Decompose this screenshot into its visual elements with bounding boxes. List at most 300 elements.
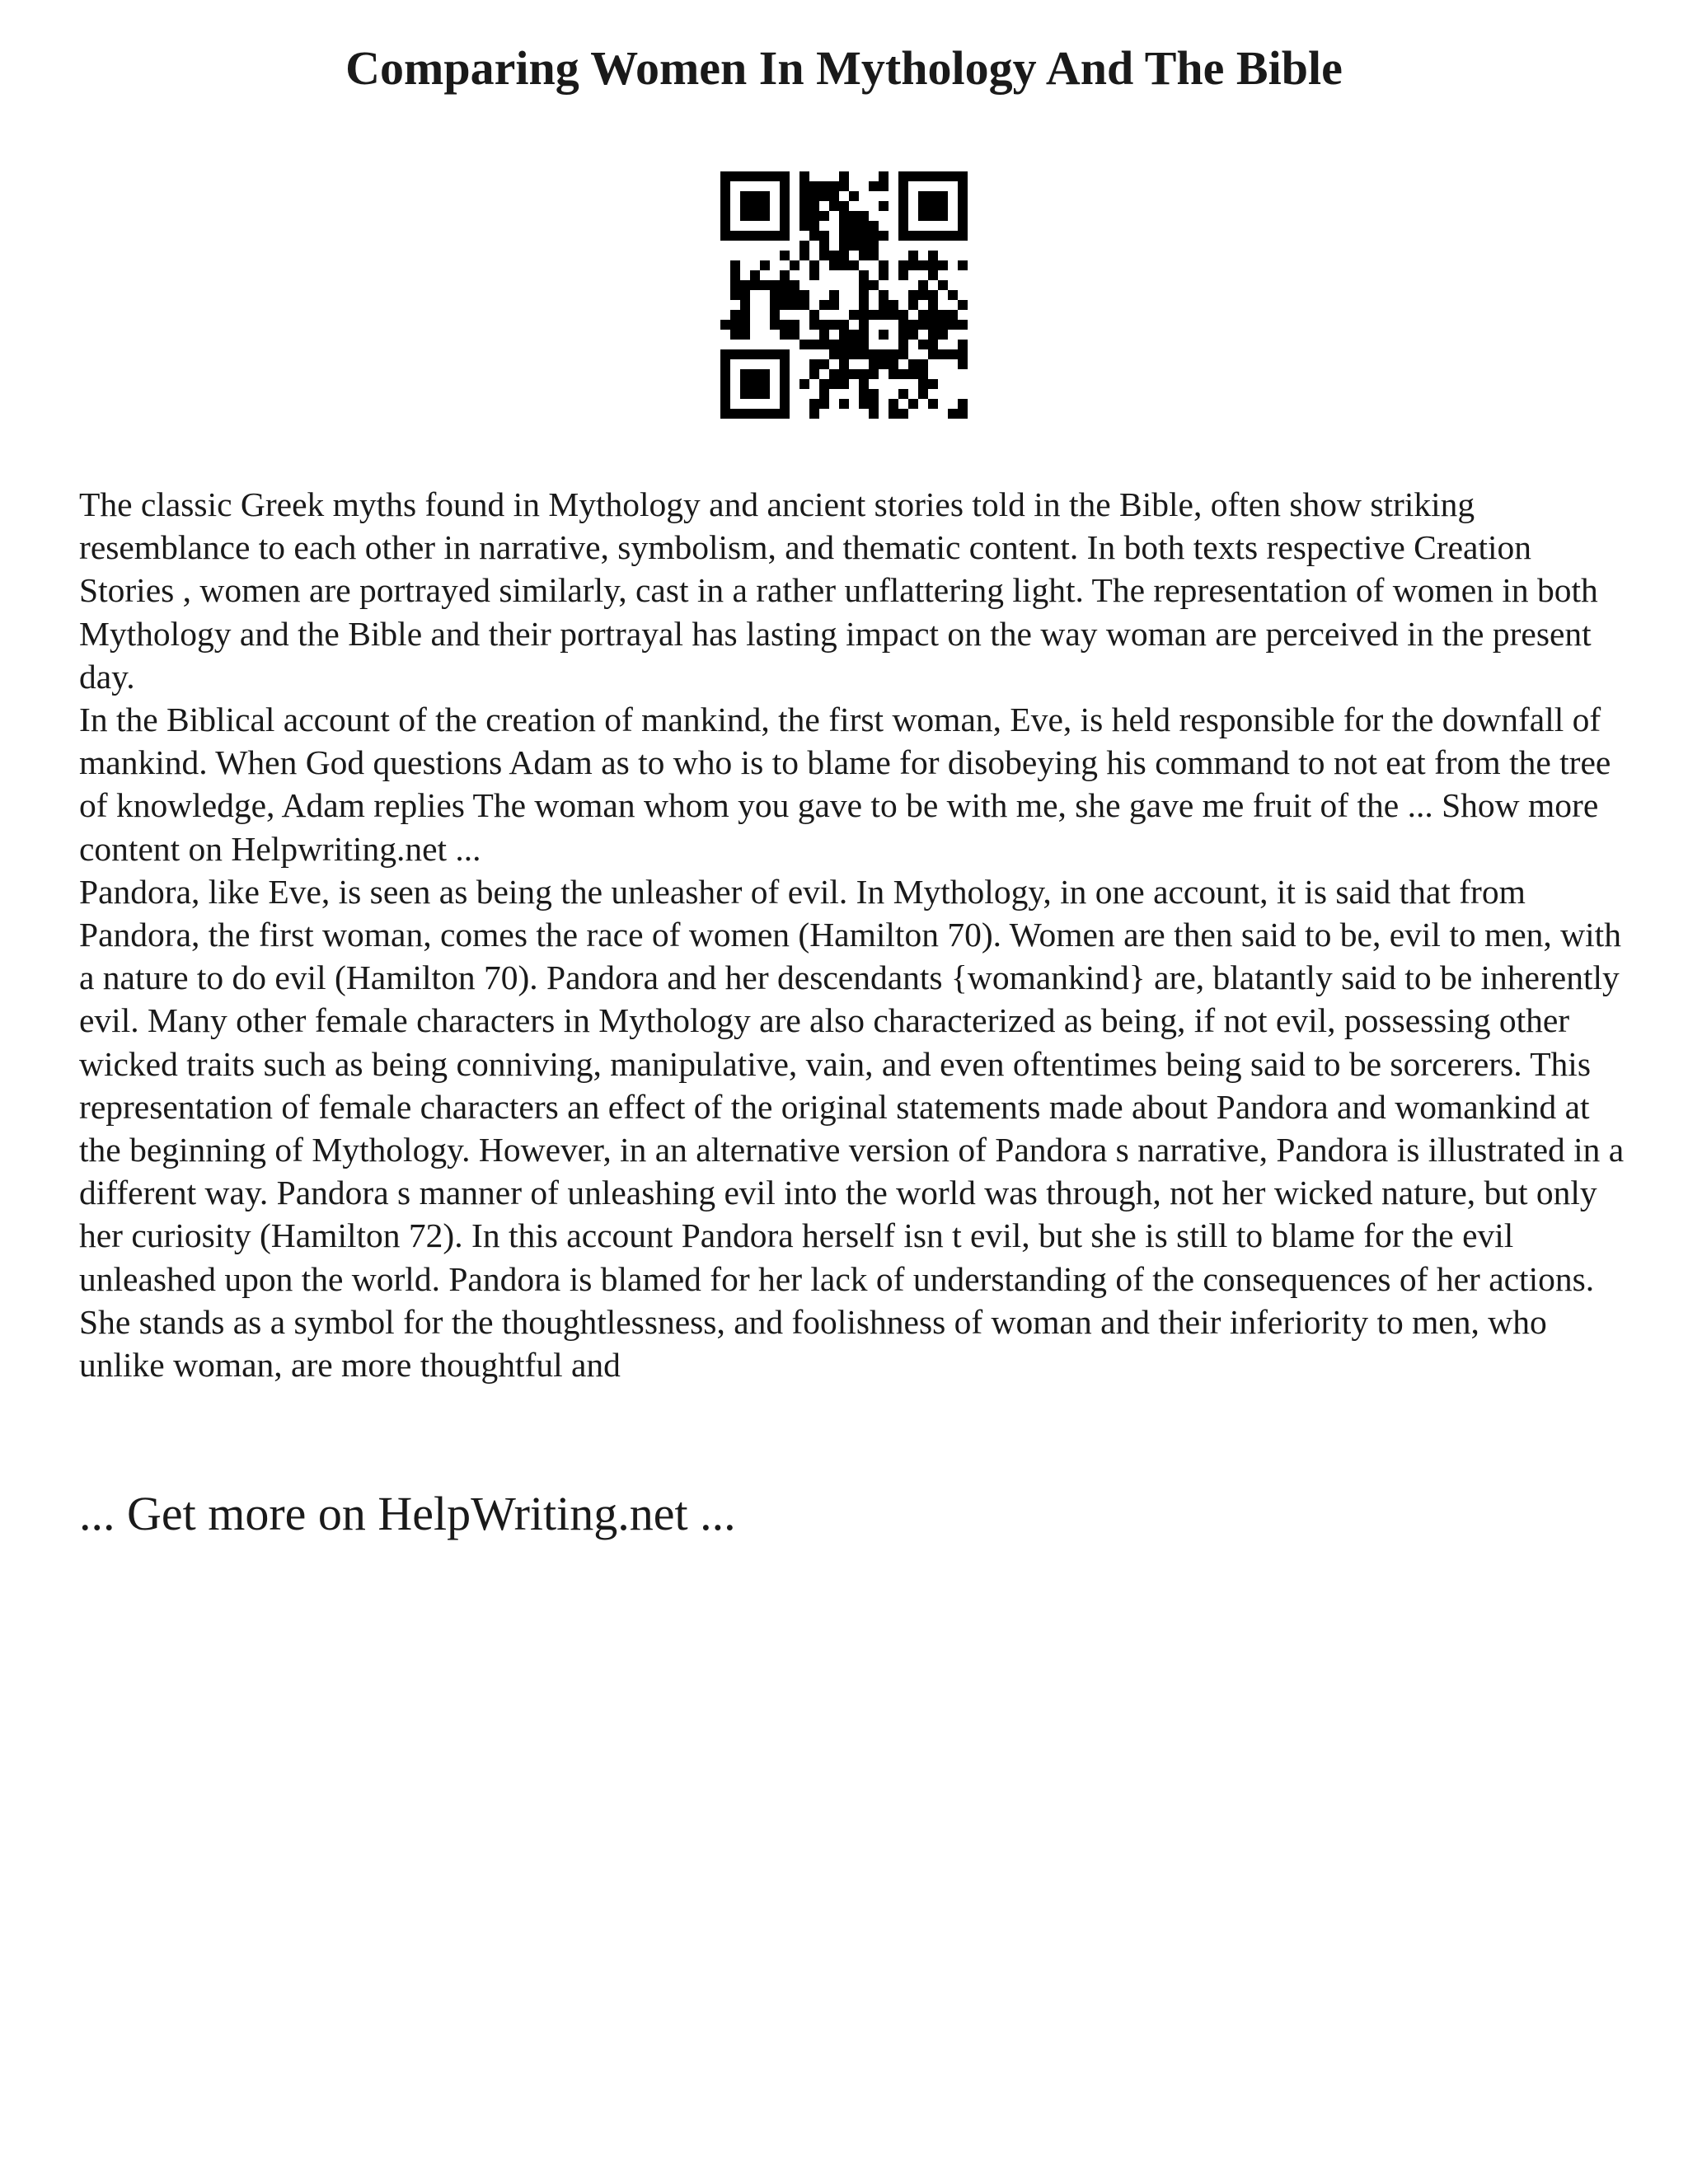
qr-module — [908, 171, 918, 181]
qr-module — [770, 409, 780, 419]
qr-module — [928, 290, 938, 300]
qr-module — [780, 290, 790, 300]
qr-module — [790, 290, 799, 300]
qr-module — [799, 181, 809, 191]
qr-module — [780, 349, 790, 359]
qr-module — [928, 211, 938, 221]
qr-module — [819, 330, 829, 340]
qr-module — [809, 369, 819, 379]
qr-module — [849, 221, 859, 231]
qr-module — [898, 330, 908, 340]
qr-module — [770, 320, 780, 330]
qr-module — [829, 260, 839, 270]
qr-module — [720, 349, 730, 359]
qr-module — [849, 330, 859, 340]
qr-module — [918, 379, 928, 389]
qr-module — [938, 201, 948, 211]
qr-module — [740, 300, 750, 310]
qr-module — [829, 181, 839, 191]
qr-module — [859, 241, 869, 251]
qr-module — [849, 349, 859, 359]
qr-module — [908, 300, 918, 310]
qr-module — [760, 369, 770, 379]
qr-module — [780, 251, 790, 260]
qr-module — [849, 241, 859, 251]
qr-module — [859, 270, 869, 280]
qr-module — [829, 201, 839, 211]
qr-module — [839, 171, 849, 181]
qr-module — [760, 231, 770, 241]
qr-module — [908, 251, 918, 260]
qr-module — [879, 310, 889, 320]
qr-module — [908, 290, 918, 300]
qr-module — [839, 201, 849, 211]
qr-module — [898, 349, 908, 359]
qr-module — [740, 280, 750, 290]
qr-module — [720, 171, 730, 181]
qr-module — [720, 320, 730, 330]
qr-module — [829, 320, 839, 330]
qr-module — [839, 330, 849, 340]
qr-module — [790, 300, 799, 310]
qr-module — [819, 231, 829, 241]
qr-module — [869, 349, 879, 359]
qr-module — [720, 369, 730, 379]
qr-module — [938, 320, 948, 330]
qr-module — [829, 340, 839, 349]
qr-module — [760, 201, 770, 211]
qr-module — [898, 221, 908, 231]
qr-module — [799, 379, 809, 389]
qr-module — [770, 171, 780, 181]
qr-module — [869, 181, 879, 191]
qr-module — [760, 171, 770, 181]
qr-module — [809, 181, 819, 191]
qr-module — [958, 211, 968, 221]
qr-module — [918, 201, 928, 211]
qr-module — [958, 221, 968, 231]
qr-module — [938, 211, 948, 221]
qr-module — [720, 379, 730, 389]
qr-module — [730, 330, 740, 340]
qr-module — [928, 260, 938, 270]
qr-module — [750, 201, 760, 211]
qr-module — [799, 221, 809, 231]
qr-module — [898, 310, 908, 320]
qr-module — [809, 409, 819, 419]
qr-module — [790, 330, 799, 340]
qr-module — [780, 320, 790, 330]
qr-module — [750, 389, 760, 399]
qr-module — [790, 260, 799, 270]
qr-module — [958, 260, 968, 270]
qr-module — [918, 280, 928, 290]
qr-module — [918, 191, 928, 201]
qr-module — [938, 171, 948, 181]
qr-module — [879, 231, 889, 241]
qr-module — [809, 221, 819, 231]
qr-module — [720, 399, 730, 409]
paragraph-eve: In the Biblical account of the creation of mankind, the first woman, Eve, is held responsible for the downfall of mankind. When God questions Adam as to who is to blame for disobeying his command to not eat from the tree of knowledge, Adam replies The woman whom you gave to be with me, she gave me fruit of the ... Show more content on Helpwriting.net ... — [79, 701, 1611, 868]
qr-module — [740, 320, 750, 330]
qr-module — [938, 310, 948, 320]
qr-module — [780, 379, 790, 389]
qr-module — [790, 280, 799, 290]
qr-module — [760, 379, 770, 389]
qr-module — [780, 171, 790, 181]
qr-module — [799, 251, 809, 260]
qr-module — [938, 231, 948, 241]
qr-module — [809, 359, 819, 369]
qr-module — [750, 191, 760, 201]
qr-module — [829, 369, 839, 379]
qr-module — [730, 171, 740, 181]
qr-module — [730, 409, 740, 419]
qr-module — [809, 340, 819, 349]
qr-module — [839, 369, 849, 379]
qr-module — [740, 211, 750, 221]
qr-module — [829, 379, 839, 389]
qr-module — [918, 231, 928, 241]
qr-module — [839, 349, 849, 359]
qr-module — [740, 389, 750, 399]
qr-module — [809, 320, 819, 330]
qr-module — [859, 280, 869, 290]
qr-module — [849, 369, 859, 379]
qr-module — [928, 399, 938, 409]
qr-module — [750, 409, 760, 419]
qr-module — [879, 359, 889, 369]
qr-module — [740, 290, 750, 300]
qr-module — [859, 231, 869, 241]
qr-module — [819, 241, 829, 251]
qr-module — [819, 389, 829, 399]
qr-module — [819, 340, 829, 349]
qr-module — [740, 171, 750, 181]
qr-module — [809, 270, 819, 280]
qr-module — [889, 349, 898, 359]
qr-module — [839, 379, 849, 389]
qr-module — [799, 191, 809, 201]
qr-module — [908, 231, 918, 241]
qr-module — [720, 231, 730, 241]
qr-module — [849, 340, 859, 349]
qr-module — [839, 359, 849, 369]
qr-module — [790, 320, 799, 330]
qr-module — [879, 260, 889, 270]
qr-module — [849, 231, 859, 241]
qr-module — [869, 310, 879, 320]
qr-module — [819, 399, 829, 409]
qr-module — [730, 280, 740, 290]
qr-module — [760, 389, 770, 399]
qr-module — [898, 191, 908, 201]
qr-module — [879, 330, 889, 340]
qr-module — [740, 369, 750, 379]
qr-module — [869, 241, 879, 251]
qr-module — [780, 211, 790, 221]
qr-module — [869, 359, 879, 369]
qr-module — [780, 359, 790, 369]
qr-module — [849, 211, 859, 221]
qr-module — [730, 290, 740, 300]
qr-module — [898, 171, 908, 181]
qr-module — [859, 349, 869, 359]
qr-module — [879, 290, 889, 300]
qr-module — [958, 171, 968, 181]
qr-module — [928, 300, 938, 310]
qr-module — [819, 320, 829, 330]
qr-module — [819, 211, 829, 221]
qr-module — [859, 379, 869, 389]
qr-module — [849, 260, 859, 270]
qr-module — [839, 221, 849, 231]
qr-module — [898, 181, 908, 191]
qr-module — [730, 310, 740, 320]
qr-module — [928, 330, 938, 340]
paragraph-pandora: Pandora, like Eve, is seen as being the unleasher of evil. In Mythology, in one account, it is said that from Pandora, the first woman, comes the race of women (Hamilton 70). Women are then said to be, evil to men, with a nature to do evil (Hamilton 70). Pandora and her descendants {womankind} are, blatantly said to be inherently evil. Many other female characters in Mythology are also characterized as being, if not evil, possessing other wicked traits such as being conniving, manipulative, vain, and even oftentimes being said to be sorcerers. This representation of female characters an effect of the original statements made about Pandora and womankind at the beginning of Mythology. However, in an alternative version of Pandora s narrative, Pandora is illustrated in a different way. Pandora s manner of unleashing evil into the world was through, not her wicked nature, but only her curiosity (Hamilton 72). In this account Pandora herself isn t evil, but she is still to blame for the evil unleashed upon the world. Pandora is blamed for her lack of understanding of the consequences of her actions. She stands as a symbol for the thoughtlessness, and foolishness of woman and their inferiority to men, who unlike woman, are more thoughtful and — [79, 872, 1625, 1385]
qr-module — [750, 369, 760, 379]
qr-module — [918, 260, 928, 270]
qr-module — [799, 290, 809, 300]
qr-module — [799, 340, 809, 349]
qr-module — [889, 359, 898, 369]
qr-module — [809, 260, 819, 270]
qr-module — [859, 211, 869, 221]
qr-module — [938, 349, 948, 359]
qr-module — [839, 320, 849, 330]
qr-module — [780, 389, 790, 399]
qr-module — [928, 320, 938, 330]
qr-module — [908, 320, 918, 330]
qr-module — [918, 211, 928, 221]
qr-module — [928, 171, 938, 181]
qr-module — [740, 349, 750, 359]
qr-module — [869, 369, 879, 379]
qr-module — [918, 369, 928, 379]
qr-module — [799, 211, 809, 221]
paragraph-intro: The classic Greek myths found in Mythology and ancient stories told in the Bible, often show striking resemblance to each other in narrative, symbolism, and thematic content. In both texts respective Creation Stories , women are portrayed similarly, cast in a rather unflattering light. The representation of women in both Mythology and the Bible and their portrayal has lasting impact on the way woman are perceived in the present day. — [79, 485, 1598, 696]
qr-module — [780, 330, 790, 340]
qr-module — [918, 359, 928, 369]
qr-module — [898, 389, 908, 399]
qr-module — [750, 379, 760, 389]
qr-module — [879, 181, 889, 191]
qr-module — [958, 340, 968, 349]
qr-module — [898, 369, 908, 379]
qr-module — [958, 399, 968, 409]
qr-module — [869, 280, 879, 290]
qr-module — [750, 349, 760, 359]
qr-module — [839, 399, 849, 409]
qr-module — [730, 260, 740, 270]
qr-module — [809, 211, 819, 221]
qr-module — [809, 201, 819, 211]
qr-module — [958, 181, 968, 191]
qr-module — [859, 369, 869, 379]
qr-module — [730, 320, 740, 330]
qr-module — [740, 330, 750, 340]
qr-module — [938, 260, 948, 270]
qr-module — [780, 201, 790, 211]
qr-module — [750, 211, 760, 221]
qr-module — [938, 191, 948, 201]
qr-module — [770, 231, 780, 241]
qr-module — [948, 171, 958, 181]
qr-module — [730, 231, 740, 241]
qr-module — [859, 251, 869, 260]
qr-module — [750, 270, 760, 280]
qr-module — [898, 211, 908, 221]
qr-module — [958, 349, 968, 359]
qr-module — [928, 231, 938, 241]
qr-module — [849, 191, 859, 201]
qr-module — [799, 171, 809, 181]
qr-module — [819, 379, 829, 389]
qr-module — [908, 260, 918, 270]
qr-module — [760, 260, 770, 270]
qr-module — [720, 211, 730, 221]
qr-module — [898, 201, 908, 211]
qr-module — [720, 181, 730, 191]
qr-module — [750, 280, 760, 290]
qr-module — [958, 201, 968, 211]
qr-module — [908, 369, 918, 379]
qr-module — [780, 300, 790, 310]
qr-module — [740, 201, 750, 211]
qr-module — [898, 231, 908, 241]
qr-module — [760, 211, 770, 221]
qr-module — [859, 300, 869, 310]
qr-module — [928, 251, 938, 260]
qr-module — [908, 330, 918, 340]
qr-module — [928, 349, 938, 359]
qr-module — [780, 369, 790, 379]
qr-module — [770, 290, 780, 300]
qr-module — [948, 310, 958, 320]
qr-module — [928, 270, 938, 280]
qr-module — [948, 409, 958, 419]
qr-module — [720, 191, 730, 201]
qr-module — [760, 191, 770, 201]
qr-module — [799, 241, 809, 251]
qr-module — [829, 191, 839, 201]
qr-module — [928, 191, 938, 201]
qr-module — [889, 369, 898, 379]
qr-code-graphic — [720, 171, 968, 419]
document-title: Comparing Women In Mythology And The Bible — [345, 41, 1343, 95]
qr-module — [809, 231, 819, 241]
qr-module — [859, 340, 869, 349]
qr-module — [809, 310, 819, 320]
qr-module — [948, 320, 958, 330]
qr-module — [760, 280, 770, 290]
qr-module — [740, 310, 750, 320]
qr-module — [898, 340, 908, 349]
qr-module — [958, 409, 968, 419]
qr-module — [869, 221, 879, 231]
qr-module — [869, 231, 879, 241]
qr-module — [869, 389, 879, 399]
qr-module — [780, 221, 790, 231]
qr-module — [859, 389, 869, 399]
qr-module — [770, 280, 780, 290]
qr-module — [760, 349, 770, 359]
qr-module — [780, 191, 790, 201]
qr-module — [780, 409, 790, 419]
qr-module — [819, 359, 829, 369]
qr-module — [839, 340, 849, 349]
qr-module — [859, 310, 869, 320]
qr-module — [908, 399, 918, 409]
qr-module — [809, 191, 819, 201]
qr-module — [898, 409, 908, 419]
qr-module — [918, 320, 928, 330]
qr-module — [918, 171, 928, 181]
qr-module — [898, 270, 908, 280]
qr-module — [918, 290, 928, 300]
qr-module — [839, 260, 849, 270]
qr-module — [730, 349, 740, 359]
qr-module — [889, 310, 898, 320]
qr-module — [740, 409, 750, 419]
qr-module — [869, 251, 879, 260]
qr-module — [799, 201, 809, 211]
qr-module — [750, 171, 760, 181]
qr-module — [879, 171, 889, 181]
qr-module — [898, 260, 908, 270]
qr-module — [908, 359, 918, 369]
qr-module — [780, 280, 790, 290]
qr-module — [740, 191, 750, 201]
qr-module — [780, 399, 790, 409]
qr-module — [839, 231, 849, 241]
qr-module — [938, 280, 948, 290]
qr-module — [928, 310, 938, 320]
qr-module — [958, 231, 968, 241]
qr-module — [928, 201, 938, 211]
qr-module — [839, 251, 849, 260]
document-body — [79, 483, 1629, 1386]
qr-module — [849, 310, 859, 320]
qr-module — [879, 300, 889, 310]
qr-module — [918, 310, 928, 320]
qr-module — [898, 320, 908, 330]
qr-module — [819, 181, 829, 191]
qr-module — [859, 290, 869, 300]
qr-code-icon — [720, 171, 968, 419]
qr-module — [809, 399, 819, 409]
qr-module — [879, 270, 889, 280]
qr-module — [948, 290, 958, 300]
qr-module — [760, 409, 770, 419]
qr-module — [720, 409, 730, 419]
get-more-link[interactable]: ... Get more on HelpWriting.net ... — [79, 1487, 736, 1540]
qr-module — [829, 251, 839, 260]
qr-module — [740, 231, 750, 241]
qr-module — [928, 379, 938, 389]
qr-module — [948, 231, 958, 241]
qr-module — [889, 409, 898, 419]
qr-module — [780, 270, 790, 280]
qr-module — [770, 300, 780, 310]
qr-module — [958, 191, 968, 201]
qr-module — [770, 310, 780, 320]
qr-module — [829, 300, 839, 310]
qr-module — [859, 221, 869, 231]
qr-module — [819, 251, 829, 260]
qr-module — [889, 399, 898, 409]
